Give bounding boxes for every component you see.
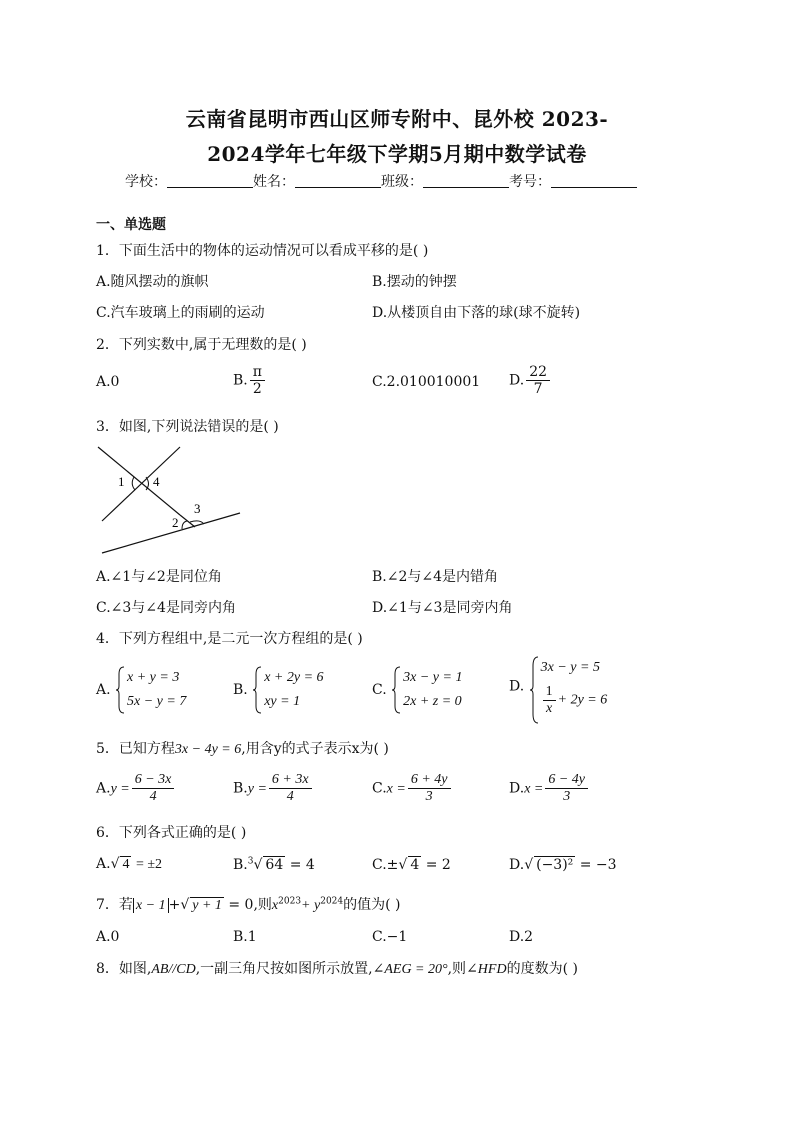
q4-d-den: x <box>546 701 553 716</box>
q8-angle-hfd: ∠HFD <box>466 962 507 977</box>
q5-a-num: 6 − 3x <box>132 772 175 789</box>
q6-option-c <box>372 856 451 873</box>
q2-option-a: A.0 <box>96 374 120 390</box>
q4-a-row-2: 5x − y = 7 <box>127 694 187 709</box>
q1-option-a: A.随风摆动的旗帜 <box>96 274 209 290</box>
q3-label-2: 2 <box>172 515 179 530</box>
q3-arc-2 <box>182 521 187 529</box>
question-7-stem <box>96 894 401 914</box>
q3-option-c: C.∠3与∠4是同旁内角 <box>96 600 236 616</box>
q5-b-label: B. <box>233 780 248 797</box>
q5-equation: 3x − 4y = 6 <box>174 742 242 757</box>
sqrt-icon: √ <box>110 856 120 872</box>
q5-d-label: D. <box>509 780 525 797</box>
q7-stem-pre: 7．若 <box>96 897 133 913</box>
name-label: 姓名： <box>253 174 295 190</box>
q7-x-exp: 2023 <box>278 896 302 907</box>
q6-c-label: C.± <box>372 857 399 873</box>
q4-b-row-1: x + 2y = 6 <box>264 670 324 685</box>
q4-d-num: 1 <box>543 684 556 701</box>
sqrt-icon: √ <box>398 857 408 873</box>
q5-option-b <box>233 772 314 805</box>
q5-c-num: 6 + 4y <box>408 772 451 789</box>
q5-c-den: 3 <box>425 789 433 804</box>
number-blank[interactable] <box>551 173 637 188</box>
section-heading: 一、单选题 <box>96 217 166 233</box>
q4-c-row-1: 3x − y = 1 <box>403 670 463 685</box>
school-label: 学校： <box>125 174 167 190</box>
q2-option-b <box>233 364 267 397</box>
q5-b-num: 6 + 3x <box>269 772 312 789</box>
sqrt-icon: √ <box>180 897 190 913</box>
q5-a-den: 4 <box>149 789 157 804</box>
q5-d-den: 3 <box>563 789 571 804</box>
q2-b-den: 2 <box>252 381 262 397</box>
q8-stem-pre: 8．如图, <box>96 961 152 977</box>
question-6-stem: 6．下列各式正确的是( ) <box>96 825 247 841</box>
q6-a-rest: = ±2 <box>135 857 163 872</box>
q2-d-label: D. <box>509 372 525 389</box>
q6-d-label: D. <box>509 857 525 873</box>
class-label: 班级： <box>381 174 423 190</box>
q4-b-row-2: xy = 1 <box>264 694 301 709</box>
q7-plus: + <box>168 897 181 913</box>
q7-option-a: A.0 <box>96 929 120 945</box>
q2-d-den: 7 <box>533 381 543 397</box>
brace-icon <box>252 666 262 714</box>
q3-option-d: D.∠1与∠3是同旁内角 <box>372 600 513 616</box>
q6-option-b <box>233 856 315 873</box>
q2-b-label: B. <box>233 372 248 389</box>
q5-d-num: 6 − 4y <box>545 772 588 789</box>
question-4-stem: 4．下列方程组中,是二元一次方程组的是( ) <box>96 631 363 647</box>
question-2-stem: 2．下列实数中,属于无理数的是( ) <box>96 337 307 353</box>
q6-d-rest: = −3 <box>579 857 617 873</box>
q4-option-a <box>96 666 186 714</box>
q7-post: 的值为( ) <box>343 897 401 913</box>
q3-line-1 <box>98 447 180 515</box>
q7-x: x <box>271 898 279 913</box>
q5-option-d <box>509 772 590 805</box>
q2-b-num: π <box>250 364 265 381</box>
q3-label-1: 1 <box>118 474 125 489</box>
q4-a-row-1: x + y = 3 <box>127 670 180 685</box>
q7-mid: ,则 <box>253 897 272 913</box>
q4-c-row-2: 2x + z = 0 <box>403 694 462 709</box>
sqrt-icon: √ <box>253 857 263 873</box>
q7-y-exp: 2024 <box>320 896 344 907</box>
q1-option-b: B.摆动的钟摆 <box>372 274 457 290</box>
name-blank[interactable] <box>295 173 381 188</box>
q5-option-a <box>96 772 176 805</box>
question-3-stem: 3．如图,下列说法错误的是( ) <box>96 419 279 435</box>
q4-d-row-2-rest: + 2y = 6 <box>557 692 608 708</box>
q4-option-c <box>372 666 462 714</box>
q5-b-lhs: y = <box>247 781 267 797</box>
q1-option-c: C.汽车玻璃上的雨刷的运动 <box>96 305 265 321</box>
q3-arc-1 <box>132 477 135 490</box>
q6-b-rest: = 4 <box>289 857 315 873</box>
school-blank[interactable] <box>167 173 253 188</box>
q4-a-label: A. <box>96 682 111 698</box>
question-8-stem <box>96 958 578 978</box>
q8-ab-cd: AB//CD <box>151 962 196 977</box>
q7-radicand: y + 1 <box>192 898 222 913</box>
q5-option-c <box>372 772 453 805</box>
q4-d-label: D. <box>509 678 525 695</box>
q7-abs: x − 1 <box>133 898 169 913</box>
q6-d-radicand: (−3)² <box>536 857 574 873</box>
q3-label-4: 4 <box>153 474 160 489</box>
q2-option-c: C.2.010010001 <box>372 374 481 390</box>
q6-c-rest: = 2 <box>425 857 451 873</box>
q3-label-3: 3 <box>194 501 201 516</box>
q6-a-label: A. <box>96 856 111 872</box>
brace-icon <box>391 666 401 714</box>
sqrt-icon: √ <box>524 857 534 873</box>
number-label: 考号： <box>509 174 551 190</box>
title-line-2: 2024学年七年级下学期5月期中数学试卷 <box>207 142 587 166</box>
q5-a-label: A. <box>96 780 111 797</box>
q3-option-b: B.∠2与∠4是内错角 <box>372 569 499 585</box>
q6-b-index: 3 <box>247 856 254 867</box>
q7-y: + y <box>301 898 321 913</box>
q3-option-a: A.∠1与∠2是同位角 <box>96 569 222 585</box>
q4-option-b <box>233 666 324 714</box>
brace-icon <box>115 666 125 714</box>
q3-line-3 <box>102 513 240 553</box>
q6-c-radicand: 4 <box>410 857 420 873</box>
q2-d-num: 22 <box>526 364 550 381</box>
q2-option-d <box>509 364 552 397</box>
q5-stem-pre: 5．已知方程 <box>96 741 175 757</box>
q6-option-d <box>509 856 617 873</box>
q4-option-d <box>509 656 607 717</box>
q5-d-lhs: x = <box>524 781 544 797</box>
q6-option-a <box>96 856 162 873</box>
brace-icon <box>529 656 539 724</box>
q7-option-d: D.2 <box>509 929 534 945</box>
q5-c-label: C. <box>372 780 387 797</box>
q4-d-row-1: 3x − y = 5 <box>540 660 600 675</box>
q4-b-label: B. <box>233 682 248 698</box>
q1-option-d: D.从楼顶自由下落的球(球不旋转) <box>372 305 581 321</box>
q4-c-label: C. <box>372 682 387 698</box>
student-info-row <box>125 171 637 191</box>
q8-mid2: ,则 <box>447 961 467 977</box>
q6-a-radicand: 4 <box>122 857 130 872</box>
q5-c-lhs: x = <box>386 781 406 797</box>
class-blank[interactable] <box>423 173 509 188</box>
q8-post: 的度数为( ) <box>506 961 578 977</box>
q5-stem-post: ,用含y的式子表示x为( ) <box>241 741 389 757</box>
q5-a-lhs: y = <box>110 781 130 797</box>
q8-angle-aeg: ∠AEG = 20° <box>372 962 448 977</box>
question-5-stem <box>96 738 389 758</box>
q7-option-b: B.1 <box>233 929 257 945</box>
question-1-stem: 1．下面生活中的物体的运动情况可以看成平移的是( ) <box>96 243 429 259</box>
q7-eq: = 0 <box>228 897 254 913</box>
q5-b-den: 4 <box>286 789 294 804</box>
q3-figure <box>92 443 247 558</box>
q6-b-label: B. <box>233 857 248 873</box>
q6-b-radicand: 64 <box>265 857 284 873</box>
title-line-1: 云南省昆明市西山区师专附中、昆外校 2023- <box>185 107 609 131</box>
q3-line-2 <box>102 447 180 521</box>
q7-option-c: C.−1 <box>372 929 408 945</box>
q8-mid: ,一副三角尺按如图所示放置, <box>195 961 373 977</box>
